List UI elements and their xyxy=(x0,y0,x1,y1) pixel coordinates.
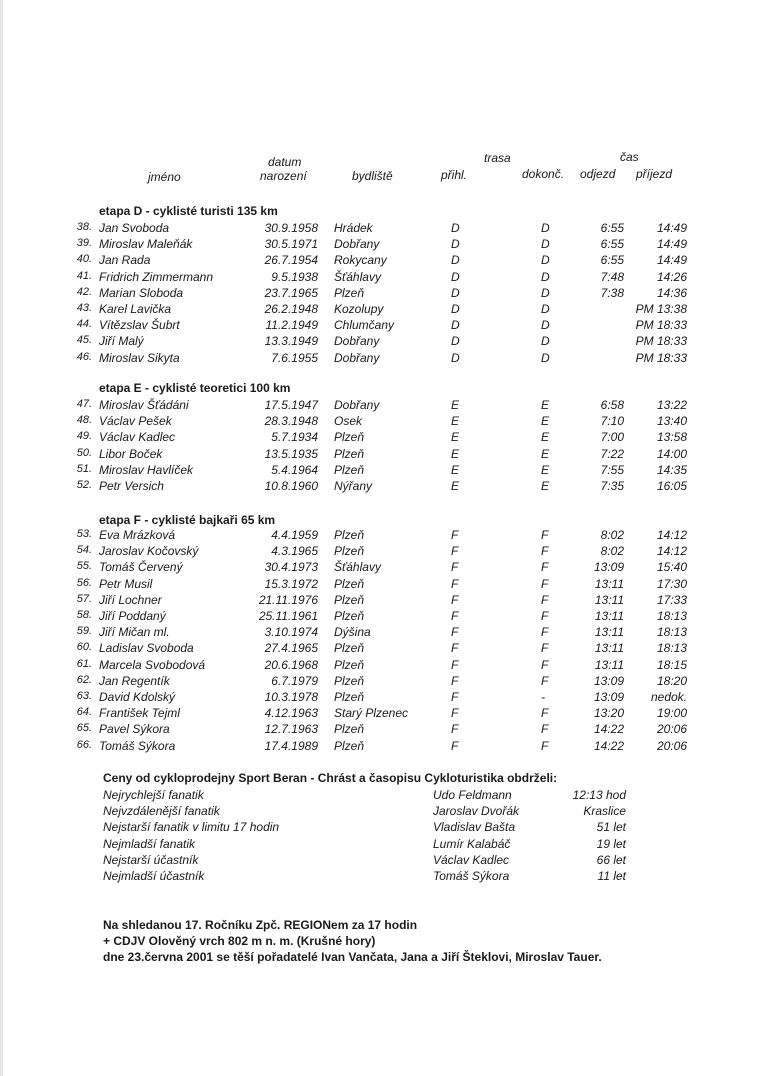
header-trasa: trasa xyxy=(484,151,511,165)
award-row xyxy=(0,788,761,804)
award-winner: Václav Kadlec xyxy=(433,852,510,867)
table-row xyxy=(0,318,761,334)
table-row xyxy=(0,739,761,755)
cell-dep: 13:11 xyxy=(594,625,624,640)
cell-birth: 30.5.1971 xyxy=(264,237,318,252)
award-category: Nejvzdálenější fanatik xyxy=(103,804,220,819)
award-category: Nejstarší fanatik v limitu 17 hodin xyxy=(103,820,280,835)
cell-birth: 26.2.1948 xyxy=(264,302,318,316)
cell-no: 42. xyxy=(76,285,92,298)
cell-town: Dobřany xyxy=(334,398,380,412)
cell-birth: 5.7.1934 xyxy=(271,430,318,445)
cell-arr: 13:40 xyxy=(656,414,687,429)
cell-birth: 4.3.1965 xyxy=(271,544,318,559)
cell-town: Nýřany xyxy=(334,479,373,493)
cell-birth: 10.3.1978 xyxy=(264,690,318,704)
cell-birth: 15.3.1972 xyxy=(264,576,318,591)
award-winner: Udo Feldmann xyxy=(433,788,512,802)
cell-birth: 4.12.1963 xyxy=(264,706,318,721)
cell-no: 39. xyxy=(76,237,92,250)
cell-dep: 6:55 xyxy=(600,237,624,252)
cell-no: 57. xyxy=(76,592,92,605)
cell-no: 56. xyxy=(76,576,92,589)
cell-name: Miroslav Maleňák xyxy=(99,237,193,252)
table-row xyxy=(0,221,761,237)
cell-birth: 4.4.1959 xyxy=(271,528,318,542)
header-datum: datum xyxy=(268,155,302,169)
cell-start: F xyxy=(451,706,459,721)
cell-name: Marian Sloboda xyxy=(99,285,184,300)
cell-birth: 25.11.1961 xyxy=(258,609,318,623)
cell-no: 38. xyxy=(76,221,92,233)
cell-dep: 7:10 xyxy=(600,414,624,429)
cell-arr: 13:22 xyxy=(656,398,687,412)
table-row xyxy=(0,577,761,593)
cell-no: 49. xyxy=(76,430,92,443)
award-category: Nejmladší fanatik xyxy=(103,836,196,851)
cell-arr: 18:15 xyxy=(656,657,687,672)
cell-arr: 16:05 xyxy=(656,479,687,493)
cell-birth: 21.11.1976 xyxy=(258,592,318,607)
cell-birth: 7.6.1955 xyxy=(271,350,318,365)
cell-arr: 20:06 xyxy=(656,722,687,737)
cell-start: E xyxy=(451,414,460,429)
cell-dep: 8:02 xyxy=(600,528,624,542)
cell-town: Plzeň xyxy=(334,576,365,591)
cell-birth: 20.6.1968 xyxy=(264,657,318,672)
table-row xyxy=(0,674,761,690)
cell-finish: F xyxy=(541,609,549,623)
cell-start: F xyxy=(451,544,459,559)
cell-town: Plzeň xyxy=(334,641,365,656)
table-row xyxy=(0,447,761,463)
cell-dep: 7:00 xyxy=(600,430,624,445)
cell-start: F xyxy=(451,657,459,672)
cell-finish: D xyxy=(541,253,550,268)
cell-start: F xyxy=(451,609,459,623)
cell-no: 54. xyxy=(76,544,92,557)
cell-dep: 13:11 xyxy=(594,657,624,672)
cell-finish: F xyxy=(541,592,549,607)
table-row xyxy=(0,609,761,625)
cell-finish: - xyxy=(541,690,545,704)
table-row xyxy=(0,334,761,350)
award-value: 19 let xyxy=(596,836,626,851)
cell-birth: 6.7.1979 xyxy=(271,673,318,688)
cell-no: 45. xyxy=(76,334,92,347)
cell-name: Eva Mrázková xyxy=(99,528,176,542)
cell-no: 59. xyxy=(76,625,92,638)
cell-arr: 19:00 xyxy=(656,706,687,721)
cell-start: D xyxy=(451,221,460,235)
cell-arr: 14:35 xyxy=(656,462,687,477)
cell-dep: 6:58 xyxy=(600,398,624,412)
footer-line-1: Na shledanou 17. Ročníku Zpč. REGIONem za 17 hodin xyxy=(103,918,418,932)
cell-finish: F xyxy=(541,576,549,591)
cell-dep: 6:55 xyxy=(600,253,624,268)
cell-finish: F xyxy=(541,544,549,559)
cell-dep: 14:22 xyxy=(593,738,624,753)
cell-town: Plzeň xyxy=(334,657,365,672)
cell-town: Osek xyxy=(334,414,363,429)
cell-dep: 13:20 xyxy=(593,706,624,721)
cell-name: Marcela Svobodová xyxy=(99,657,206,672)
cell-birth: 3.10.1974 xyxy=(264,625,318,640)
cell-start: F xyxy=(451,625,459,640)
cell-name: Jiří Mičan ml. xyxy=(99,625,170,640)
cell-dep: 13:11 xyxy=(594,576,624,591)
table-row xyxy=(0,690,761,706)
cell-name: Petr Musil xyxy=(99,576,153,591)
cell-no: 61. xyxy=(76,657,92,670)
cell-town: Plzeň xyxy=(334,430,365,445)
cell-no: 53. xyxy=(76,528,92,540)
cell-no: 44. xyxy=(76,318,92,331)
footer-line-3: dne 23.června 2001 se těší pořadatelé Ivan Vančata, Jana a Jiří Šteklovi, Miroslav Tauer. xyxy=(103,950,602,964)
cell-dep: 7:48 xyxy=(600,269,624,284)
table-row xyxy=(0,463,761,479)
cell-dep: 13:09 xyxy=(593,560,624,575)
cell-start: F xyxy=(451,690,459,704)
cell-town: Plzeň xyxy=(334,609,365,623)
cell-town: Plzeň xyxy=(334,544,365,559)
cell-birth: 23.7.1965 xyxy=(264,285,318,300)
table-row xyxy=(0,706,761,722)
award-value: 51 let xyxy=(596,820,626,835)
cell-town: Plzeň xyxy=(334,528,365,542)
table-row xyxy=(0,722,761,738)
cell-name: Jiří Poddaný xyxy=(99,609,166,623)
cell-dep: 7:38 xyxy=(600,285,624,300)
cell-town: Plzeň xyxy=(334,690,365,704)
cell-town: Plzeň xyxy=(334,722,365,737)
cell-finish: D xyxy=(541,221,550,235)
awards-title: Ceny od cykloprodejny Sport Beran - Chrást a časopisu Cykloturistika obdrželi: xyxy=(103,771,558,785)
cell-arr: 14:00 xyxy=(656,446,687,461)
cell-arr: 14:49 xyxy=(656,221,687,235)
cell-finish: D xyxy=(541,350,550,365)
cell-dep: 13:09 xyxy=(593,690,624,704)
cell-arr: 18:20 xyxy=(656,673,687,688)
cell-dep: 13:11 xyxy=(594,592,624,607)
cell-town: Šťáhlavy xyxy=(334,560,381,575)
cell-finish: E xyxy=(541,462,550,477)
cell-name: Ladislav Svoboda xyxy=(99,641,194,656)
cell-dep: 7:55 xyxy=(600,462,624,477)
cell-name: David Kdolský xyxy=(99,690,176,704)
award-category: Nejmladší účastník xyxy=(103,869,205,883)
award-value: 11 let xyxy=(597,869,626,883)
cell-birth: 12.7.1963 xyxy=(264,722,318,737)
cell-birth: 30.4.1973 xyxy=(264,560,318,575)
cell-name: Jiří Lochner xyxy=(99,592,162,607)
cell-finish: D xyxy=(541,318,550,333)
cell-start: D xyxy=(451,350,460,365)
cell-finish: F xyxy=(541,641,549,656)
cell-no: 50. xyxy=(76,446,92,459)
cell-arr: 18:13 xyxy=(656,625,687,640)
cell-no: 52. xyxy=(76,479,92,491)
cell-name: Václav Pešek xyxy=(99,414,172,429)
table-row xyxy=(0,625,761,641)
cell-name: Jiří Malý xyxy=(99,334,144,349)
cell-start: E xyxy=(451,462,460,477)
cell-dep: 8:02 xyxy=(600,544,624,559)
cell-arr: 17:33 xyxy=(656,592,687,607)
cell-birth: 17.4.1989 xyxy=(264,738,318,753)
cell-start: E xyxy=(451,479,460,493)
cell-finish: E xyxy=(541,446,550,461)
cell-arr: PM 13:38 xyxy=(635,302,687,316)
table-row xyxy=(0,641,761,657)
cell-finish: E xyxy=(541,414,550,429)
table-row xyxy=(0,302,761,318)
cell-town: Dýšina xyxy=(334,625,371,640)
cell-dep: 13:11 xyxy=(594,609,624,623)
cell-birth: 9.5.1938 xyxy=(271,269,318,284)
cell-arr: 14:36 xyxy=(656,285,687,300)
cell-start: D xyxy=(451,253,460,268)
award-row xyxy=(0,837,761,853)
table-row xyxy=(0,286,761,302)
cell-no: 64. xyxy=(76,706,92,719)
cell-birth: 17.5.1947 xyxy=(264,398,318,412)
cell-town: Dobřany xyxy=(334,350,380,365)
cell-no: 62. xyxy=(76,673,92,686)
cell-name: Petr Versich xyxy=(99,479,164,493)
cell-town: Starý Plzenec xyxy=(334,706,409,721)
section-title: etapa D - cyklisté turisti 135 km xyxy=(99,204,278,218)
section-title: etapa E - cyklisté teoretici 100 km xyxy=(99,381,291,395)
cell-name: Karel Lavička xyxy=(99,302,172,316)
award-category: Nejrychlejší fanatik xyxy=(103,788,204,802)
cell-dep: 6:55 xyxy=(600,221,624,235)
cell-name: Jan Svoboda xyxy=(99,221,170,235)
cell-arr: 14:49 xyxy=(656,253,687,268)
cell-no: 41. xyxy=(76,269,92,282)
cell-name: Jan Regentík xyxy=(99,673,170,688)
cell-start: D xyxy=(451,318,460,333)
cell-birth: 11.2.1949 xyxy=(265,318,318,333)
cell-name: Miroslav Šťádáni xyxy=(99,398,189,412)
cell-start: F xyxy=(451,576,459,591)
cell-name: Tomáš Sýkora xyxy=(99,738,176,753)
cell-finish: F xyxy=(541,706,549,721)
cell-no: 47. xyxy=(76,398,92,410)
cell-arr: 14:12 xyxy=(656,528,687,542)
cell-dep: 14:22 xyxy=(593,722,624,737)
cell-town: Plzeň xyxy=(334,738,365,753)
cell-name: Vítězslav Šubrt xyxy=(99,318,180,333)
cell-town: Plzeň xyxy=(334,446,365,461)
table-row xyxy=(0,430,761,446)
cell-name: Václav Kadlec xyxy=(99,430,176,445)
footer-line-2: + CDJV Olověný vrch 802 m n. m. (Krušné hory) xyxy=(103,934,376,948)
section-title: etapa F - cyklisté bajkaři 65 km xyxy=(99,513,276,527)
award-winner: Tomáš Sýkora xyxy=(433,869,510,883)
cell-town: Dobřany xyxy=(334,237,380,252)
table-row xyxy=(0,544,761,560)
cell-town: Kozolupy xyxy=(334,302,384,316)
cell-start: F xyxy=(451,560,459,575)
cell-finish: F xyxy=(541,528,549,542)
cell-arr: 17:30 xyxy=(656,576,687,591)
cell-no: 63. xyxy=(76,690,92,702)
cell-no: 48. xyxy=(76,414,92,427)
cell-town: Plzeň xyxy=(334,592,365,607)
cell-arr: PM 18:33 xyxy=(635,334,687,349)
table-row xyxy=(0,479,761,495)
cell-name: Jan Rada xyxy=(99,253,151,268)
award-value: 12:13 hod xyxy=(572,788,626,802)
cell-dep: 13:11 xyxy=(594,641,624,656)
cell-no: 46. xyxy=(76,350,92,363)
cell-finish: F xyxy=(541,673,549,688)
cell-name: Miroslav Sikyta xyxy=(99,350,180,365)
cell-start: F xyxy=(451,592,459,607)
cell-start: D xyxy=(451,269,460,284)
cell-finish: D xyxy=(541,285,550,300)
header-jmeno: jméno xyxy=(148,170,181,184)
cell-name: Fridrich Zimmermann xyxy=(99,269,214,284)
cell-name: František Tejml xyxy=(99,706,180,721)
header-odjezd: odjezd xyxy=(580,167,616,181)
cell-birth: 28.3.1948 xyxy=(264,414,318,429)
cell-start: E xyxy=(451,430,460,445)
cell-finish: F xyxy=(541,657,549,672)
header-bydliste: bydliště xyxy=(352,169,393,183)
cell-start: F xyxy=(451,673,459,688)
cell-no: 60. xyxy=(76,641,92,654)
cell-start: D xyxy=(451,302,460,316)
cell-town: Dobřany xyxy=(334,334,380,349)
cell-birth: 13.5.1935 xyxy=(264,446,318,461)
cell-birth: 10.8.1960 xyxy=(264,479,318,493)
cell-birth: 27.4.1965 xyxy=(264,641,318,656)
table-row xyxy=(0,414,761,430)
cell-arr: 18:13 xyxy=(656,641,687,656)
cell-finish: D xyxy=(541,237,550,252)
award-value: Kraslice xyxy=(583,804,626,819)
cell-name: Pavel Sýkora xyxy=(99,722,170,737)
table-row xyxy=(0,253,761,269)
award-category: Nejstarší účastník xyxy=(103,852,199,867)
cell-dep: 13:09 xyxy=(593,673,624,688)
table-row xyxy=(0,351,761,367)
cell-arr: PM 18:33 xyxy=(635,318,687,333)
cell-no: 40. xyxy=(76,253,92,266)
cell-finish: D xyxy=(541,334,550,349)
cell-start: F xyxy=(451,641,459,656)
cell-start: D xyxy=(451,285,460,300)
cell-arr: 14:26 xyxy=(656,269,687,284)
cell-dep: 7:22 xyxy=(600,446,624,461)
cell-birth: 5.4.1964 xyxy=(271,462,318,477)
cell-town: Šťáhlavy xyxy=(334,269,381,284)
award-row xyxy=(0,804,761,820)
cell-name: Libor Boček xyxy=(99,446,163,461)
cell-town: Plzeň xyxy=(334,673,365,688)
cell-finish: F xyxy=(541,560,549,575)
cell-start: F xyxy=(451,528,459,542)
cell-start: F xyxy=(451,738,459,753)
award-row xyxy=(0,853,761,869)
table-row xyxy=(0,270,761,286)
award-row xyxy=(0,820,761,836)
cell-arr: 20:06 xyxy=(656,738,687,753)
cell-no: 66. xyxy=(76,738,92,751)
header-prihl: přihl. xyxy=(441,168,468,182)
cell-finish: E xyxy=(541,398,550,412)
cell-start: E xyxy=(451,446,460,461)
cell-finish: D xyxy=(541,269,550,284)
cell-no: 51. xyxy=(76,462,92,475)
cell-finish: F xyxy=(541,625,549,640)
cell-town: Plzeň xyxy=(334,285,365,300)
award-value: 66 let xyxy=(596,852,626,867)
cell-name: Tomáš Červený xyxy=(99,560,183,575)
cell-birth: 13.3.1949 xyxy=(264,334,318,349)
cell-name: Jaroslav Kočovský xyxy=(99,544,199,559)
cell-arr: 18:13 xyxy=(656,609,687,623)
cell-no: 55. xyxy=(76,560,92,573)
table-row xyxy=(0,560,761,576)
cell-finish: F xyxy=(541,738,549,753)
cell-start: D xyxy=(451,334,460,349)
award-row xyxy=(0,869,761,885)
table-row xyxy=(0,237,761,253)
cell-name: Miroslav Havlíček xyxy=(99,462,194,477)
cell-finish: E xyxy=(541,479,550,493)
award-winner: Vladislav Bašta xyxy=(433,820,516,835)
cell-finish: D xyxy=(541,302,550,316)
award-winner: Lumír Kalabáč xyxy=(433,836,511,851)
cell-no: 43. xyxy=(76,302,92,314)
cell-birth: 30.9.1958 xyxy=(264,221,318,235)
cell-start: E xyxy=(451,398,460,412)
cell-no: 65. xyxy=(76,722,92,735)
table-row xyxy=(0,528,761,544)
table-row xyxy=(0,593,761,609)
cell-town: Hrádek xyxy=(334,221,373,235)
cell-finish: F xyxy=(541,722,549,737)
table-row xyxy=(0,658,761,674)
cell-birth: 26.7.1954 xyxy=(264,253,318,268)
cell-arr: PM 18:33 xyxy=(635,350,687,365)
cell-arr: 14:12 xyxy=(656,544,687,559)
cell-arr: 14:49 xyxy=(656,237,687,252)
cell-town: Rokycany xyxy=(334,253,387,268)
cell-town: Chlumčany xyxy=(334,318,395,333)
header-dokonc: dokonč. xyxy=(522,167,565,181)
award-winner: Jaroslav Dvořák xyxy=(433,804,520,819)
cell-finish: E xyxy=(541,430,550,445)
cell-arr: nedok. xyxy=(650,690,687,704)
header-prijezd: příjezd xyxy=(636,167,673,181)
table-row xyxy=(0,398,761,414)
cell-arr: 15:40 xyxy=(656,560,687,575)
cell-dep: 7:35 xyxy=(600,479,624,493)
cell-start: F xyxy=(451,722,459,737)
cell-start: D xyxy=(451,237,460,252)
header-cas: čas xyxy=(620,150,639,164)
header-narozeni: narození xyxy=(260,169,307,183)
cell-arr: 13:58 xyxy=(656,430,687,445)
cell-town: Plzeň xyxy=(334,462,365,477)
cell-no: 58. xyxy=(76,609,92,621)
